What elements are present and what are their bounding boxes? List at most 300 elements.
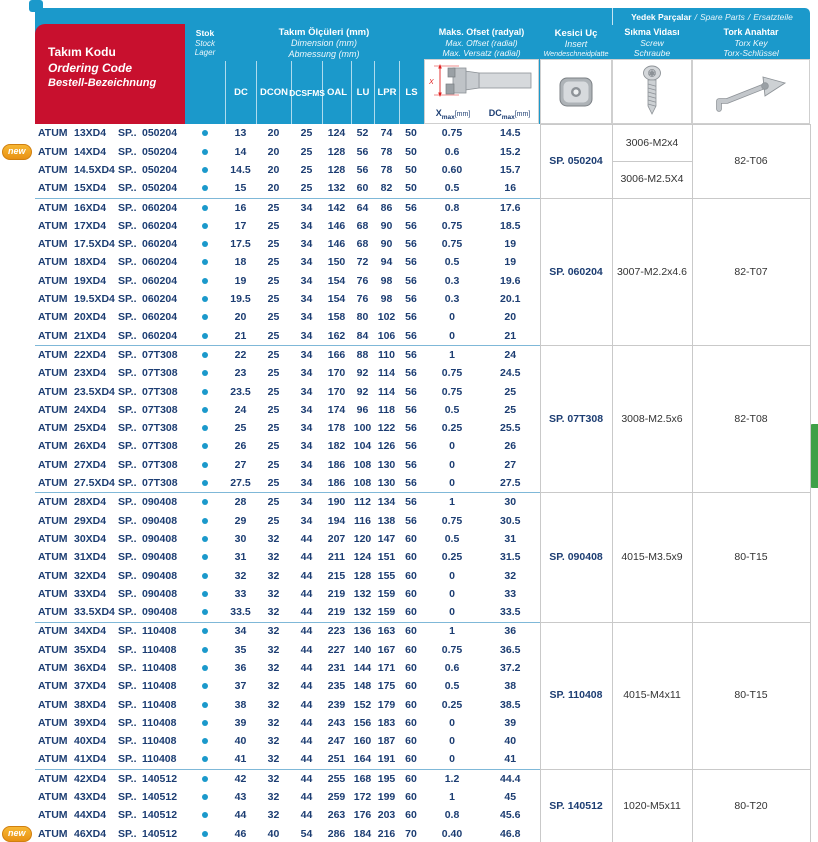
- stock-indicator-cell: [185, 327, 225, 346]
- stock-dot: [202, 794, 208, 800]
- screw-code-cell: 1020-M5x11: [612, 769, 692, 842]
- sp-designator: SP..: [118, 127, 137, 140]
- stock-indicator-cell: [185, 751, 225, 770]
- torx-key-code-cell: 80-T20: [692, 769, 810, 842]
- stock-dot: [202, 370, 208, 376]
- dim-oal: 251: [327, 753, 346, 766]
- screw-icon-cell: [612, 59, 692, 124]
- dim-oal: 211: [328, 551, 345, 564]
- dim-lpr: 130: [377, 477, 396, 490]
- sp-designator: SP..: [118, 403, 137, 416]
- dim-lpr: 203: [377, 809, 396, 822]
- xmax-value: 0.25: [441, 422, 463, 435]
- dim-dcsfms: 44: [300, 791, 313, 804]
- brand: ATUM: [38, 163, 68, 176]
- brand: ATUM: [38, 809, 68, 822]
- size-code: 33XD4: [74, 587, 107, 600]
- dim-lpr: 167: [377, 643, 396, 656]
- separator: /: [747, 11, 751, 22]
- dcmax-value: 32: [504, 569, 517, 582]
- dim-dcsfms: 25: [300, 127, 313, 140]
- insert-size-code: 060204: [142, 238, 178, 251]
- dim-lpr: 179: [377, 698, 396, 711]
- stock-indicator-cell: [185, 585, 225, 603]
- dim-lpr: 78: [380, 145, 393, 158]
- dim-ls: 60: [405, 569, 417, 582]
- dim-oal: 178: [327, 422, 346, 435]
- size-code: 46XD4: [74, 827, 107, 840]
- dcmax-value: 21: [504, 329, 517, 342]
- stock-dot: [202, 776, 208, 782]
- dim-lu: 68: [356, 238, 369, 251]
- dim-dcon: 25: [256, 493, 291, 512]
- tool-code-cell: [35, 272, 185, 290]
- dim-lu: 56: [356, 145, 369, 158]
- dim-ls: 60: [399, 769, 423, 788]
- sp-designator: SP..: [118, 422, 137, 435]
- dim-dcsfms: 44: [300, 735, 313, 748]
- dim-oal: 219: [327, 587, 346, 600]
- dcmax-value: 36.5: [500, 643, 521, 656]
- xmax-value: 0.8: [423, 198, 481, 217]
- dim-lu: 64: [351, 198, 374, 217]
- insert-size-code: 110408: [142, 680, 177, 693]
- dcmax-value: 16: [504, 182, 517, 195]
- dim-oal: 162: [327, 329, 346, 342]
- brand: ATUM: [38, 311, 68, 324]
- dim-dcon: 25: [267, 274, 280, 287]
- stock-dot: [202, 609, 208, 615]
- dim-ls: 70: [405, 827, 417, 840]
- dim-oal: 215: [327, 569, 346, 582]
- brand: ATUM: [38, 606, 68, 619]
- brand: ATUM: [38, 753, 68, 766]
- sp-designator: SP..: [118, 182, 137, 195]
- stock-dot: [202, 352, 208, 358]
- dim-dcsfms: 34: [300, 311, 313, 324]
- stock-indicator-cell: [185, 788, 225, 806]
- stock-indicator-cell: [185, 825, 225, 842]
- dim-lpr: 78: [380, 163, 393, 176]
- dim-lpr: 102: [377, 311, 396, 324]
- stock-indicator-cell: [185, 603, 225, 622]
- dim-ls: 60: [405, 680, 417, 693]
- torx-key-icon-cell: [692, 59, 810, 124]
- dim-lu: 124: [353, 551, 372, 564]
- dim-lpr: 199: [377, 791, 396, 804]
- xmax-column-header: $X_{max}[mm]$: [435, 108, 471, 121]
- brand: ATUM: [38, 293, 68, 306]
- tool-code-cell: [35, 659, 185, 677]
- xmax-value: 0.75: [441, 127, 463, 140]
- size-code: 25XD4: [74, 422, 107, 435]
- stock-indicator-cell: [185, 677, 225, 695]
- screw-code-cell: 4015-M4x11: [612, 622, 692, 769]
- insert-size-code: 090408: [142, 514, 178, 527]
- dim-ls: 56: [405, 238, 417, 251]
- tool-code-cell: [35, 401, 185, 419]
- insert-size-code: 050204: [142, 182, 178, 195]
- sp-designator: SP..: [118, 219, 137, 232]
- insert-size-code: 140512: [142, 827, 178, 840]
- dcmax-value: 33: [504, 587, 517, 600]
- stock-indicator-cell: [185, 769, 225, 788]
- tool-data-table: [8, 124, 811, 842]
- sp-designator: SP..: [118, 293, 137, 306]
- xmax-value: 0.5: [444, 403, 460, 416]
- xmax-value: 0: [449, 716, 455, 729]
- stock-indicator-cell: [185, 456, 225, 474]
- dim-ls: 56: [405, 256, 417, 269]
- dim-lpr: 98: [380, 274, 393, 287]
- stock-column-header: [185, 25, 225, 61]
- dim-lpr: 134: [374, 493, 399, 512]
- dim-dcon: 32: [267, 569, 280, 582]
- screw-code-cell: 3006-M2x4: [612, 125, 692, 162]
- stock-dot: [202, 812, 208, 818]
- xmax-value: 1: [449, 791, 455, 804]
- screw-label-de: Schraube: [633, 48, 671, 59]
- ordering-code-label-tr: Takım Kodu: [48, 45, 116, 59]
- dcmax-value: 25.5: [500, 422, 521, 435]
- insert-size-code: 110408: [142, 662, 177, 674]
- tool-code-cell: [35, 308, 185, 326]
- torx-label-tr: Tork Anahtar: [723, 27, 779, 38]
- tool-code-cell: [35, 769, 185, 788]
- tool-code-cell: [35, 125, 185, 143]
- insert-size-code: 07T308: [142, 403, 178, 416]
- dim-lpr: 159: [377, 587, 396, 600]
- dim-dc: 21: [234, 329, 247, 342]
- dim-oal: 259: [327, 791, 346, 804]
- dim-dc: 33.5: [230, 606, 251, 619]
- dim-lpr: 175: [377, 680, 396, 693]
- screw-code-cell: 3006-M2.5X4: [612, 161, 692, 198]
- tool-code-cell: [35, 732, 185, 750]
- stock-dot: [202, 314, 208, 320]
- sp-designator: SP..: [118, 643, 137, 656]
- dim-dcon: 25: [267, 458, 280, 471]
- tool-code-cell: [35, 290, 185, 308]
- sp-designator: SP..: [118, 163, 137, 176]
- dim-dcsfms: 34: [300, 219, 313, 232]
- dim-dc: 44: [234, 809, 247, 822]
- dim-oal: 235: [327, 680, 346, 693]
- dim-dcon: 32: [267, 716, 280, 729]
- stock-dot: [202, 185, 208, 191]
- sp-designator: SP..: [118, 201, 137, 214]
- dim-dcsfms: 34: [300, 458, 313, 471]
- dim-lu: 128: [353, 569, 372, 582]
- xmax-value: 0.75: [441, 219, 463, 232]
- size-code: 40XD4: [74, 735, 107, 748]
- dimensions-label-en: Dimension (mm): [290, 37, 357, 48]
- stock-indicator-cell: [185, 401, 225, 419]
- size-code: 23.5XD4: [74, 385, 115, 398]
- stock-indicator-cell: [185, 383, 225, 401]
- torx-key-icon: [713, 71, 789, 113]
- brand: ATUM: [38, 569, 68, 582]
- dim-dcsfms: 44: [300, 753, 313, 766]
- dim-lpr: 90: [380, 219, 393, 232]
- dim-oal: 243: [327, 716, 346, 729]
- dim-lu: 88: [351, 346, 374, 365]
- dim-oal: 247: [327, 735, 346, 748]
- screw-label-en: Screw: [640, 38, 664, 49]
- insert-size-code: 090408: [142, 551, 178, 564]
- insert-size-code: 07T308: [142, 367, 178, 380]
- insert-size-code: 110408: [142, 643, 177, 656]
- xmax-value: 1: [423, 346, 481, 365]
- dim-dc: 46: [234, 827, 247, 840]
- dim-lpr: 122: [377, 422, 396, 435]
- dim-oal: 124: [327, 127, 346, 140]
- xmax-value: 0.75: [441, 643, 463, 656]
- dim-dc: 39: [234, 716, 247, 729]
- insert-size-code: 060204: [142, 311, 178, 324]
- stock-indicator-cell: [185, 622, 225, 641]
- dim-lpr: 86: [374, 198, 399, 217]
- torx-key-code-cell: 80-T15: [692, 493, 810, 622]
- dim-dc: 38: [234, 698, 247, 711]
- dim-dcon: 25: [267, 238, 280, 251]
- xmax-value: 0.5: [444, 182, 460, 195]
- tool-code-cell: [35, 364, 185, 382]
- ordering-code-header: [35, 24, 185, 124]
- stock-dot: [202, 205, 208, 211]
- sp-designator: SP..: [118, 274, 137, 287]
- torx-key-code-cell: 80-T15: [692, 622, 810, 769]
- insert-label-tr: Kesici Uç: [554, 27, 598, 39]
- xmax-value: 0: [449, 477, 455, 490]
- xmax-value: 0.3: [444, 274, 460, 287]
- stock-label-tr: Stok: [195, 28, 215, 39]
- dim-ls: 56: [405, 458, 417, 471]
- xmax-value: 0: [449, 440, 455, 453]
- dim-dc: 14.5: [230, 163, 251, 176]
- dim-dc: 15: [234, 182, 247, 195]
- stock-indicator-cell: [185, 512, 225, 530]
- dim-ls: 60: [405, 698, 417, 711]
- sp-designator: SP..: [118, 698, 137, 711]
- stock-dot: [202, 296, 208, 302]
- dcmax-value: 26: [504, 440, 517, 453]
- size-code: 24XD4: [74, 403, 107, 416]
- dim-dc: 31: [234, 551, 247, 564]
- dim-lpr: 94: [380, 256, 393, 269]
- insert-size-code: 090408: [142, 496, 178, 509]
- dim-dcsfms: 34: [300, 367, 313, 380]
- dcmax-value: 25: [504, 403, 517, 416]
- insert-size-code: 07T308: [142, 348, 178, 361]
- dim-dcon: 20: [267, 145, 280, 158]
- sp-designator: SP..: [118, 772, 137, 785]
- dim-ls: 60: [405, 587, 417, 600]
- dim-dcon: 32: [267, 680, 280, 693]
- dim-lu: 84: [356, 329, 369, 342]
- dcmax-value: 46.8: [500, 827, 521, 840]
- insert-size-code: 050204: [142, 145, 178, 158]
- sp-designator: SP..: [118, 716, 137, 729]
- dim-lu: 112: [351, 493, 374, 512]
- insert-size-code: 110408: [142, 698, 177, 711]
- stock-indicator-cell: [185, 806, 225, 824]
- brand: ATUM: [38, 514, 68, 527]
- dim-dc: 37: [234, 680, 247, 693]
- xmax-value: 0.60: [441, 163, 463, 176]
- tool-code-cell: [35, 806, 185, 824]
- dcmax-value: 38: [504, 680, 517, 693]
- dim-lpr: 82: [380, 182, 393, 195]
- xmax-value: 0: [449, 329, 455, 342]
- stock-indicator-cell: [185, 290, 225, 308]
- torx-key-code-cell: 82-T07: [692, 198, 810, 345]
- dim-ls: 56: [405, 385, 417, 398]
- tool-code-cell: [35, 603, 185, 622]
- dim-ls: 56: [399, 198, 423, 217]
- table-header: [35, 8, 810, 124]
- dim-dcsfms: 34: [300, 514, 313, 527]
- dim-dc: 20: [234, 311, 247, 324]
- dim-lu: 76: [356, 293, 369, 306]
- dim-dcsfms: 25: [300, 163, 313, 176]
- dcmax-value: 15.2: [500, 145, 521, 158]
- stock-indicator-cell: [185, 474, 225, 493]
- xmax-value: 0.8: [444, 809, 460, 822]
- stock-dot: [202, 720, 208, 726]
- offset-column-header: [423, 25, 540, 61]
- dim-ls: 60: [405, 716, 417, 729]
- dim-dc: 17.5: [230, 238, 251, 251]
- brand: ATUM: [38, 496, 68, 509]
- dcmax-value: 44.4: [481, 769, 540, 788]
- brand: ATUM: [38, 735, 68, 748]
- tool-code-cell: [35, 677, 185, 695]
- dcmax-value: 33.5: [500, 606, 521, 619]
- spare-parts-label-en: Spare Parts: [699, 11, 745, 22]
- dcmax-value: 30.5: [500, 514, 521, 527]
- stock-dot: [202, 223, 208, 229]
- dim-lu: 80: [356, 311, 369, 324]
- dim-lu: 92: [356, 385, 369, 398]
- dim-lu: 160: [353, 735, 372, 748]
- insert-size-code: 110408: [142, 625, 177, 638]
- dim-lpr: 114: [378, 367, 395, 380]
- stock-dot: [202, 443, 208, 449]
- dcmax-value: 25: [504, 385, 517, 398]
- dim-dcon: 32: [256, 622, 291, 641]
- stock-dot: [202, 573, 208, 579]
- dim-lpr: 114: [378, 385, 395, 398]
- offset-label-de: Max. Versatz (radial): [442, 48, 521, 59]
- dim-oal: 190: [322, 493, 351, 512]
- size-code: 42XD4: [74, 772, 107, 785]
- insert-size-code: 060204: [142, 201, 178, 214]
- sp-designator: SP..: [118, 348, 137, 361]
- dim-lpr: 171: [377, 662, 396, 674]
- tool-code-cell: [35, 235, 185, 253]
- dim-dc: 40: [234, 735, 247, 748]
- dim-oal: 207: [327, 532, 346, 545]
- size-code: 28XD4: [74, 496, 107, 509]
- sp-designator: SP..: [118, 256, 137, 269]
- dim-dcon: 25: [267, 514, 280, 527]
- dim-lpr: 138: [377, 514, 396, 527]
- dim-oal: 186: [327, 477, 346, 490]
- stock-indicator-cell: [185, 530, 225, 548]
- dim-dcon: 20: [267, 127, 280, 140]
- spare-parts-header: [612, 8, 811, 25]
- dim-lpr: 90: [380, 238, 393, 251]
- sp-designator: SP..: [118, 477, 137, 490]
- tool-code-cell: [35, 327, 185, 346]
- new-badge: new: [2, 826, 32, 842]
- tool-code-cell: [35, 438, 185, 456]
- dim-dcsfms: 34: [300, 422, 313, 435]
- dim-lu: 108: [353, 477, 372, 490]
- separator: /: [694, 11, 697, 22]
- dim-oal: 166: [322, 346, 351, 365]
- stock-indicator-cell: [185, 419, 225, 437]
- dim-lu: 104: [353, 440, 372, 453]
- dim-dcon: 32: [267, 532, 280, 545]
- dim-dcsfms: 34: [300, 477, 313, 490]
- dim-dcon: 25: [267, 219, 280, 232]
- tool-code-cell: [35, 198, 185, 217]
- size-code: 30XD4: [74, 532, 107, 545]
- size-code: 14.5XD4: [74, 163, 115, 176]
- insert-size-code: 07T308: [142, 385, 178, 398]
- insert-code-cell: SP. 110408: [540, 622, 612, 769]
- screw-code-cell: 3008-M2.5x6: [612, 346, 692, 493]
- insert-code-cell: SP. 090408: [540, 493, 612, 622]
- stock-indicator-cell: [185, 732, 225, 750]
- dim-dcon: 40: [267, 827, 280, 840]
- sp-designator: SP..: [118, 606, 137, 619]
- dcmax-value: 19.6: [500, 274, 521, 287]
- stock-dot: [202, 259, 208, 265]
- dim-ls: 60: [405, 809, 417, 822]
- dim-lu: 156: [353, 716, 372, 729]
- size-code: 19XD4: [74, 274, 107, 287]
- brand: ATUM: [38, 256, 68, 269]
- xmax-value: 0.3: [444, 293, 460, 306]
- stock-indicator-cell: [185, 308, 225, 326]
- dim-dc: 13: [234, 127, 247, 140]
- insert-size-code: 07T308: [142, 422, 178, 435]
- stock-dot: [202, 536, 208, 542]
- brand: ATUM: [38, 201, 68, 214]
- dim-dc: 42: [225, 769, 256, 788]
- sp-designator: SP..: [118, 440, 137, 453]
- dim-dcsfms: 44: [300, 643, 313, 656]
- dim-oal: 154: [327, 274, 346, 287]
- torx-key-code-cell: 82-T08: [692, 346, 810, 493]
- dim-lpr: 159: [377, 606, 396, 619]
- dcmax-value: 36: [481, 622, 540, 641]
- stock-dot: [202, 149, 208, 155]
- xmax-value: 0: [449, 735, 455, 748]
- dim-lu: 132: [353, 606, 372, 619]
- brand: ATUM: [38, 680, 68, 693]
- screw-code-cell: 3007-M2.2x4.6: [612, 198, 692, 345]
- dim-dc: 19: [234, 274, 247, 287]
- dim-lpr: 216: [377, 827, 396, 840]
- dim-column-header-lpr: LPR: [374, 61, 399, 124]
- stock-dot: [202, 554, 208, 560]
- dimensions-column-header: [225, 25, 423, 61]
- offset-diagram-cell: [424, 59, 539, 124]
